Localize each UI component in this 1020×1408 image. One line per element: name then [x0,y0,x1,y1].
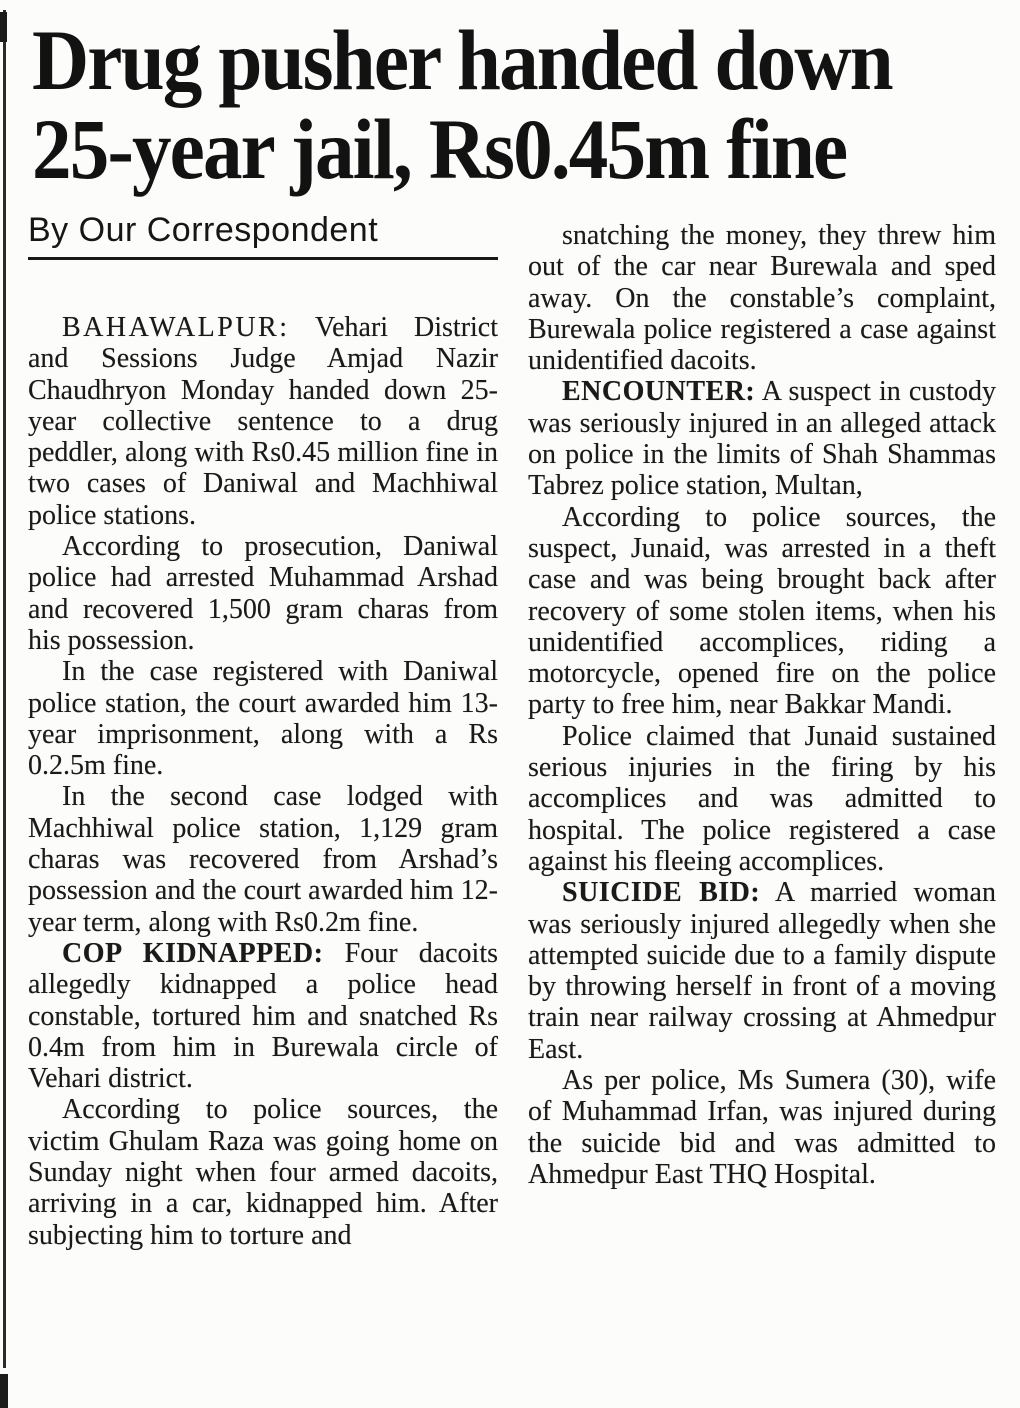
column-text-left [28,312,498,1251]
paragraph: In the case registered with Daniwal police station, the court awarded him 13-year imprisonment, along with a Rs 0.2.5m fine. [28,656,498,782]
article-body [28,210,996,1251]
byline: By Our Correspondent [28,211,379,249]
headline-line-1: Drug pusher handed down [32,12,892,108]
scan-edge-mark-top [0,12,7,42]
paragraph: SUICIDE BID: A married woman was seriously injured allegedly when she attempted suicide due to a family dispute by throwing herself in front of a moving train near railway crossing at Ahmedpur East. [528,877,996,1065]
paragraph: ENCOUNTER: A suspect in custody was seriously injured in an alleged attack on police in the limits of Shah Shammas Tabrez police station, Multan, [528,376,996,502]
paragraph: COP KIDNAPPED: Four dacoits allegedly kidnapped a police head constable, tortured him and snatched Rs 0.4m from him in Burewala circle of Vehari district. [28,937,498,1095]
paragraph: BAHAWALPUR: Vehari District and Sessions Judge Amjad Nazir Chaudhryon Monday handed down 25-year collective sentence to a drug peddler, along with Rs0.45 million fine in two cases of Daniwal and Machhiwal police stations. [28,312,498,531]
headline [32,12,919,197]
dateline: BAHAWALPUR: [62,312,290,343]
section-lead: SUICIDE BID: [562,877,761,909]
paragraph: According to police sources, the suspect, Junaid, was arrested in a theft case and was being brought back after recovery of some stolen items, when his unidentified accomplices, riding a motorcycle, opened fire on the police party to free him, near Bakkar Mandi. [528,501,996,721]
scan-edge-mark-bottom [0,1374,8,1408]
byline-block [28,210,498,260]
byline-rule [28,257,498,260]
paragraph: In the second case lodged with Machhiwal police station, 1,129 gram charas was recovered from Arshad’s possession and the court awarded him 12-year term, along with Rs0.2m fine. [28,781,498,938]
paragraph: As per police, Ms Sumera (30), wife of Muhammad Irfan, was injured during the suicide bid and was admitted to Ahmedpur East THQ Hospital. [528,1065,996,1190]
article-column-left [28,210,498,1251]
section-lead: ENCOUNTER: [562,376,756,408]
column-text-right [528,220,996,1190]
scan-edge-line [3,10,6,1368]
headline-line-2: 25-year jail, Rs0.45m fine [32,101,847,197]
paragraph: snatching the money, they threw him out of the car near Burewala and sped away. On the constable’s complaint, Burewala police registered a case against unidentified dacoits. [528,220,996,377]
paragraph: According to police sources, the victim Ghulam Raza was going home on Sunday night when four armed dacoits, arriving in a car, kidnapped him. After subjecting him to torture and [28,1094,498,1251]
section-lead: COP KIDNAPPED: [62,937,324,969]
paragraph: Police claimed that Junaid sustained serious injuries in the firing by his accomplices and was admitted to hospital. The police registered a case against his fleeing accomplices. [528,720,996,877]
paragraph: According to prosecution, Daniwal police had arrested Muhammad Arshad and recovered 1,500 gram charas from his possession. [28,531,498,656]
article-column-right [528,210,996,1251]
